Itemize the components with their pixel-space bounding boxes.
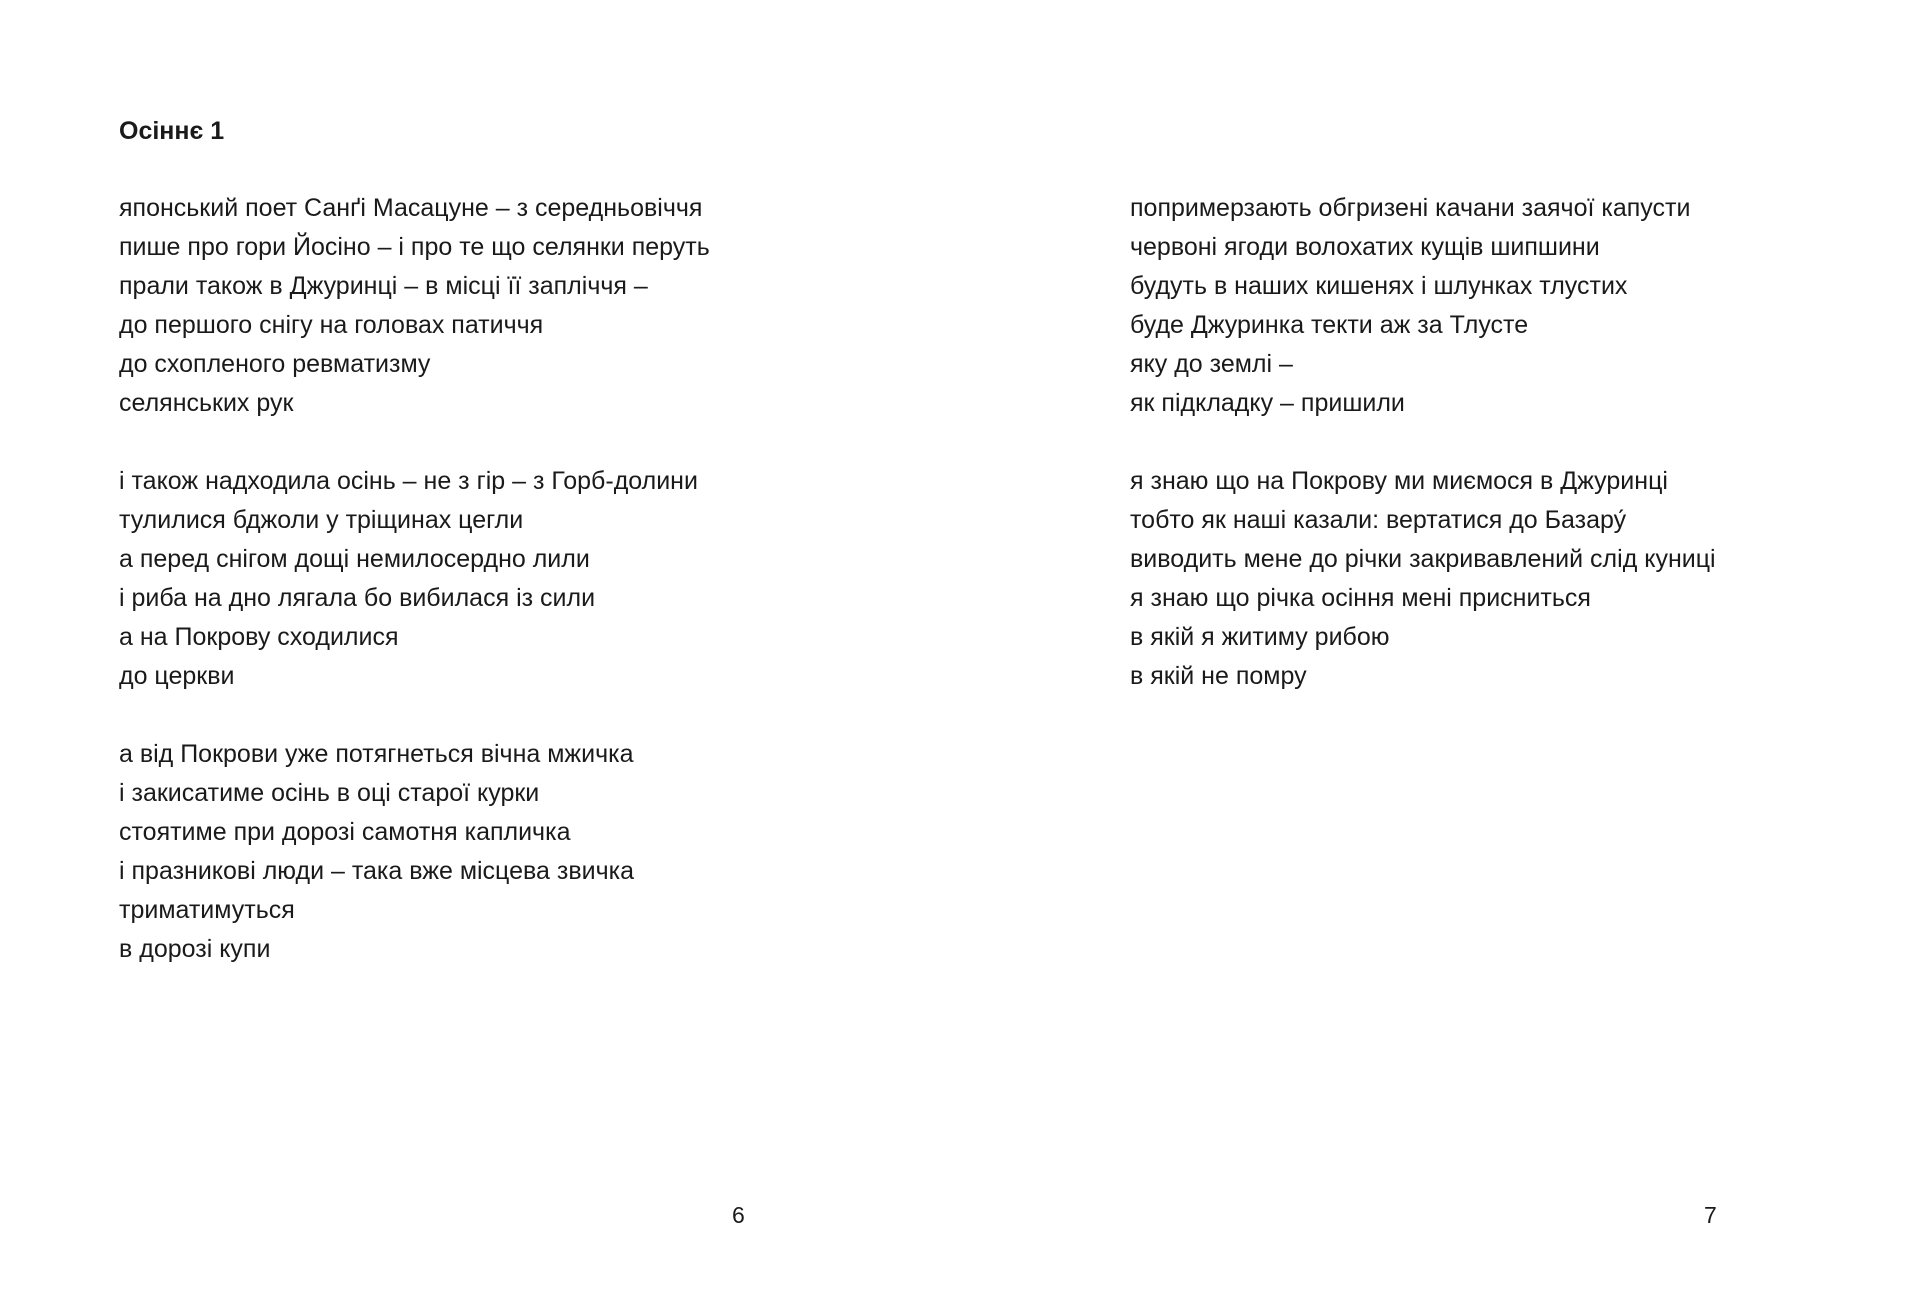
poem-line: червоні ягоди волохатих кущів шипшини [1130,233,1600,261]
poem-line: а від Покрови уже потягнеться вічна мжичка [119,740,634,768]
poem-line: до першого снігу на головах патиччя [119,311,544,339]
right-page [960,0,1920,1304]
poem-line: до церкви [119,662,235,690]
poem-line: японський поет Санґі Масацуне – з середньовіччя [119,194,703,222]
stanza-4 [1130,189,1690,423]
poem-line: до схопленого ревматизму [119,350,431,378]
poem-line: я знаю що на Покрову ми миємося в Джуринці [1130,467,1668,495]
poem-line: будуть в наших кишенях і шлунках тлустих [1130,272,1628,300]
poem-line: як підкладку – пришили [1130,389,1405,417]
poem-line: і також надходила осінь – не з гір – з Горб-долини [119,467,698,495]
stanza-5 [1130,462,1716,696]
stanza-3 [119,735,634,969]
poem-line: а перед снігом дощі немилосердно лили [119,545,590,573]
poem-line: і закисатиме осінь в оці старої курки [119,779,540,807]
poem-line: тулилися бджоли у тріщинах цегли [119,506,524,534]
poem-line: я знаю що річка осіння мені присниться [1130,584,1591,612]
poem-line: а на Покрову сходилися [119,623,399,651]
poem-line: прали також в Джуринці – в місці її запліччя – [119,272,648,300]
poem-line: попримерзають обгризені качани заячої капусти [1130,194,1691,222]
poem-line: буде Джуринка текти аж за Тлусте [1130,311,1529,339]
poem-line: тобто як наші казали: вертатися до Базару́ [1130,506,1627,534]
poem-title: Осіннє 1 [119,117,225,145]
poem-line: стоятиме при дорозі самотня капличка [119,818,571,846]
poem-line: і празникові люди – така вже місцева звичка [119,857,634,885]
poem-line: пише про гори Йосіно – і про те що селянки перуть [119,233,710,261]
poem-line: селянських рук [119,389,294,417]
poem-line: яку до землі – [1130,350,1293,378]
poem-line: виводить мене до річки закривавлений слід куниці [1130,545,1716,573]
poem-line: і риба на дно лягала бо вибилася із сили [119,584,596,612]
page-number: 7 [1704,1202,1717,1228]
page-number: 6 [732,1202,745,1228]
stanza-1 [119,189,710,423]
poem-line: в якій не помру [1130,662,1307,690]
poem-line: в дорозі купи [119,935,271,963]
poem-line: в якій я житиму рибою [1130,623,1390,651]
stanza-2 [119,462,698,696]
poem-line: триматимуться [119,896,295,924]
